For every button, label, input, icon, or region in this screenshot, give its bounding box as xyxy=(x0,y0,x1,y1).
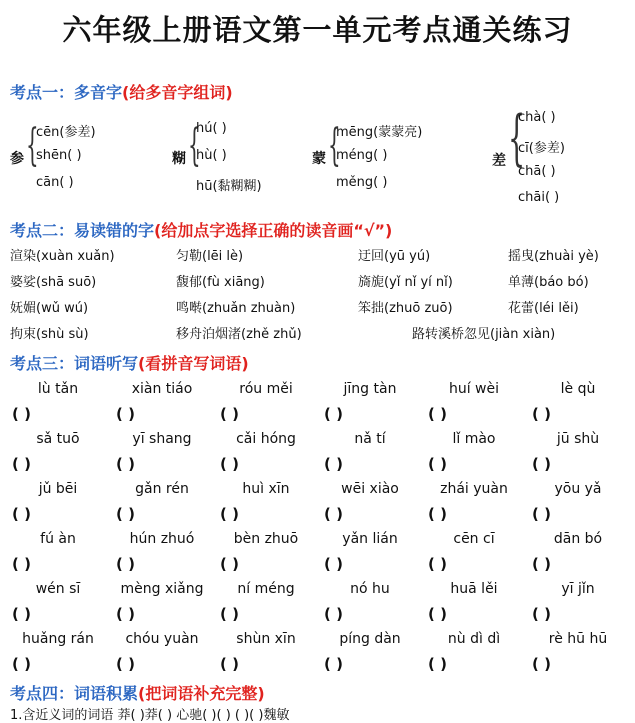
polyphone-char: 糊 xyxy=(172,151,186,167)
answer-blank[interactable]: ( ) xyxy=(532,655,551,673)
list-item: 渲染(xuàn xuǎn) xyxy=(10,249,115,264)
answer-blank[interactable]: ( ) xyxy=(116,655,135,673)
brace-icon: { xyxy=(328,120,341,171)
pinyin-prompt: lù tǎn xyxy=(37,381,79,397)
answer-blank[interactable]: ( ) xyxy=(324,405,343,423)
list-item: 匀勒(lēi lè) xyxy=(176,249,244,264)
pinyin-prompt: xiàn tiáo xyxy=(131,381,193,397)
list-item: 笨拙(zhuō zuō) xyxy=(358,301,453,316)
fill-line: 1.含近义词的词语 莽( )莽( ) 心驰( )( ) ( )( )魏敏 xyxy=(10,708,290,723)
pinyin-prompt: nù dì dì xyxy=(447,631,501,647)
pinyin-prompt: jīng tàn xyxy=(343,381,397,397)
answer-blank[interactable]: ( ) xyxy=(220,655,239,673)
list-item: 移舟泊烟渚(zhě zhǔ) xyxy=(176,327,302,342)
list-item: 拘束(shù sù) xyxy=(10,327,89,342)
pinyin-prompt: rè hū hū xyxy=(548,631,608,647)
list-item: 妩媚(wǔ wú) xyxy=(10,301,89,316)
pinyin-prompt: nó hu xyxy=(350,581,390,597)
answer-blank[interactable]: ( ) xyxy=(220,605,239,623)
pinyin-prompt: bèn zhuō xyxy=(233,531,299,547)
pinyin-prompt: gǎn rén xyxy=(135,481,189,497)
answer-blank[interactable]: ( ) xyxy=(116,605,135,623)
pinyin-prompt: yī jǐn xyxy=(561,581,595,597)
pinyin-prompt: cǎi hóng xyxy=(236,431,296,447)
page-title: 六年级上册语文第一单元考点通关练习 xyxy=(62,13,573,47)
reading: shēn( ) xyxy=(36,148,82,163)
section-2-heading xyxy=(10,218,392,241)
answer-blank[interactable]: ( ) xyxy=(324,655,343,673)
polyphone-char: 差 xyxy=(492,153,506,169)
pinyin-prompt: lè qù xyxy=(560,381,596,397)
section-1-hint: (给多音字组词) xyxy=(122,83,233,102)
pinyin-prompt: huǎng rán xyxy=(22,631,94,647)
answer-blank[interactable]: ( ) xyxy=(324,455,343,473)
answer-blank[interactable]: ( ) xyxy=(12,655,31,673)
section-1-label: 考点一：多音字 xyxy=(10,83,123,102)
answer-blank[interactable]: ( ) xyxy=(428,405,447,423)
list-item: 单薄(báo bó) xyxy=(508,275,589,290)
pinyin-prompt: yōu yǎ xyxy=(554,481,602,497)
pinyin-prompt: lǐ mào xyxy=(452,431,496,447)
answer-blank[interactable]: ( ) xyxy=(428,605,447,623)
reading: hù( ) xyxy=(196,148,227,163)
pinyin-prompt: huā lěi xyxy=(450,581,498,597)
pinyin-prompt: sǎ tuō xyxy=(36,431,80,447)
answer-blank[interactable]: ( ) xyxy=(532,555,551,573)
answer-blank[interactable]: ( ) xyxy=(12,605,31,623)
pinyin-prompt: jǔ bēi xyxy=(38,481,78,497)
pinyin-prompt: fú àn xyxy=(40,531,76,547)
pinyin-prompt: wén sī xyxy=(35,581,81,597)
list-item: 路转溪桥忽见(jiàn xiàn) xyxy=(412,327,556,342)
answer-blank[interactable]: ( ) xyxy=(116,455,135,473)
answer-blank[interactable]: ( ) xyxy=(116,555,135,573)
pinyin-prompt: chóu yuàn xyxy=(125,631,199,647)
list-item: 鸣啭(zhuǎn zhuàn) xyxy=(176,301,296,316)
pinyin-prompt: ní méng xyxy=(237,581,295,597)
section-1-heading xyxy=(10,80,233,103)
list-item: 馥郁(fù xiāng) xyxy=(176,275,265,290)
answer-blank[interactable]: ( ) xyxy=(220,555,239,573)
polyphone-char: 蒙 xyxy=(312,151,326,167)
answer-blank[interactable]: ( ) xyxy=(116,505,135,523)
pinyin-prompt: róu měi xyxy=(239,381,293,397)
reading: hū(黏糊糊) xyxy=(196,179,262,194)
reading: mēng(蒙蒙亮) xyxy=(336,125,423,140)
brace-icon: { xyxy=(508,103,526,173)
pinyin-prompt: mèng xiǎng xyxy=(120,581,204,597)
answer-blank[interactable]: ( ) xyxy=(324,555,343,573)
section-4-hint: (把词语补充完整) xyxy=(138,684,265,703)
pinyin-prompt: hún zhuó xyxy=(129,531,195,547)
pinyin-prompt: nǎ tí xyxy=(354,431,386,447)
pinyin-prompt: jū shù xyxy=(556,431,600,447)
reading: chà( ) xyxy=(518,110,556,125)
answer-blank[interactable]: ( ) xyxy=(324,505,343,523)
section-4-label: 考点四：词语积累 xyxy=(10,684,139,703)
brace-icon: { xyxy=(26,120,39,171)
reading: méng( ) xyxy=(336,148,388,163)
pinyin-prompt: wēi xiào xyxy=(341,481,399,497)
list-item: 婆娑(shā suō) xyxy=(10,275,97,290)
pinyin-prompt: dān bó xyxy=(553,531,603,547)
reading: cēn(参差) xyxy=(36,125,96,140)
section-4-heading xyxy=(10,681,265,704)
answer-blank[interactable]: ( ) xyxy=(428,505,447,523)
answer-blank[interactable]: ( ) xyxy=(116,405,135,423)
brace-icon: { xyxy=(188,120,201,171)
pinyin-prompt: yī shang xyxy=(132,431,192,447)
answer-blank[interactable]: ( ) xyxy=(12,405,31,423)
pinyin-prompt: huì xīn xyxy=(242,481,290,497)
pinyin-prompt: zhái yuàn xyxy=(440,481,508,497)
section-3-label: 考点三：词语听写 xyxy=(10,354,139,373)
reading: chāi( ) xyxy=(518,190,560,205)
section-2-hint: (给加点字选择正确的读音画“√”) xyxy=(154,221,393,240)
pinyin-prompt: cēn cī xyxy=(453,531,495,547)
pinyin-prompt: huí wèi xyxy=(448,381,500,397)
answer-blank[interactable]: ( ) xyxy=(220,455,239,473)
answer-blank[interactable]: ( ) xyxy=(532,605,551,623)
section-3-hint: (看拼音写词语) xyxy=(138,354,249,373)
answer-blank[interactable]: ( ) xyxy=(324,605,343,623)
answer-blank[interactable]: ( ) xyxy=(532,455,551,473)
reading: měng( ) xyxy=(336,175,388,190)
list-item: 迂回(yū yú) xyxy=(358,249,431,264)
list-item: 花蕾(léi lěi) xyxy=(508,301,579,316)
reading: chā( ) xyxy=(518,164,556,179)
pinyin-prompt: yǎn lián xyxy=(342,531,398,547)
answer-blank[interactable]: ( ) xyxy=(220,405,239,423)
answer-blank[interactable]: ( ) xyxy=(428,655,447,673)
polyphone-char: 参 xyxy=(10,151,24,167)
list-item: 摇曳(zhuài yè) xyxy=(508,249,599,264)
answer-blank[interactable]: ( ) xyxy=(220,505,239,523)
answer-blank[interactable]: ( ) xyxy=(12,455,31,473)
pinyin-prompt: píng dàn xyxy=(339,631,401,647)
reading: cān( ) xyxy=(36,175,74,190)
reading: hú( ) xyxy=(196,121,227,136)
section-2-label: 考点二：易读错的字 xyxy=(10,221,155,240)
pinyin-prompt: shùn xīn xyxy=(236,631,296,647)
answer-blank[interactable]: ( ) xyxy=(428,455,447,473)
list-item: 旖旎(yǐ nǐ yí nǐ) xyxy=(358,275,453,290)
reading: cī(参差) xyxy=(518,141,565,156)
answer-blank[interactable]: ( ) xyxy=(12,505,31,523)
answer-blank[interactable]: ( ) xyxy=(532,405,551,423)
answer-blank[interactable]: ( ) xyxy=(428,555,447,573)
answer-blank[interactable]: ( ) xyxy=(12,555,31,573)
section-3-heading xyxy=(10,351,249,374)
answer-blank[interactable]: ( ) xyxy=(532,505,551,523)
